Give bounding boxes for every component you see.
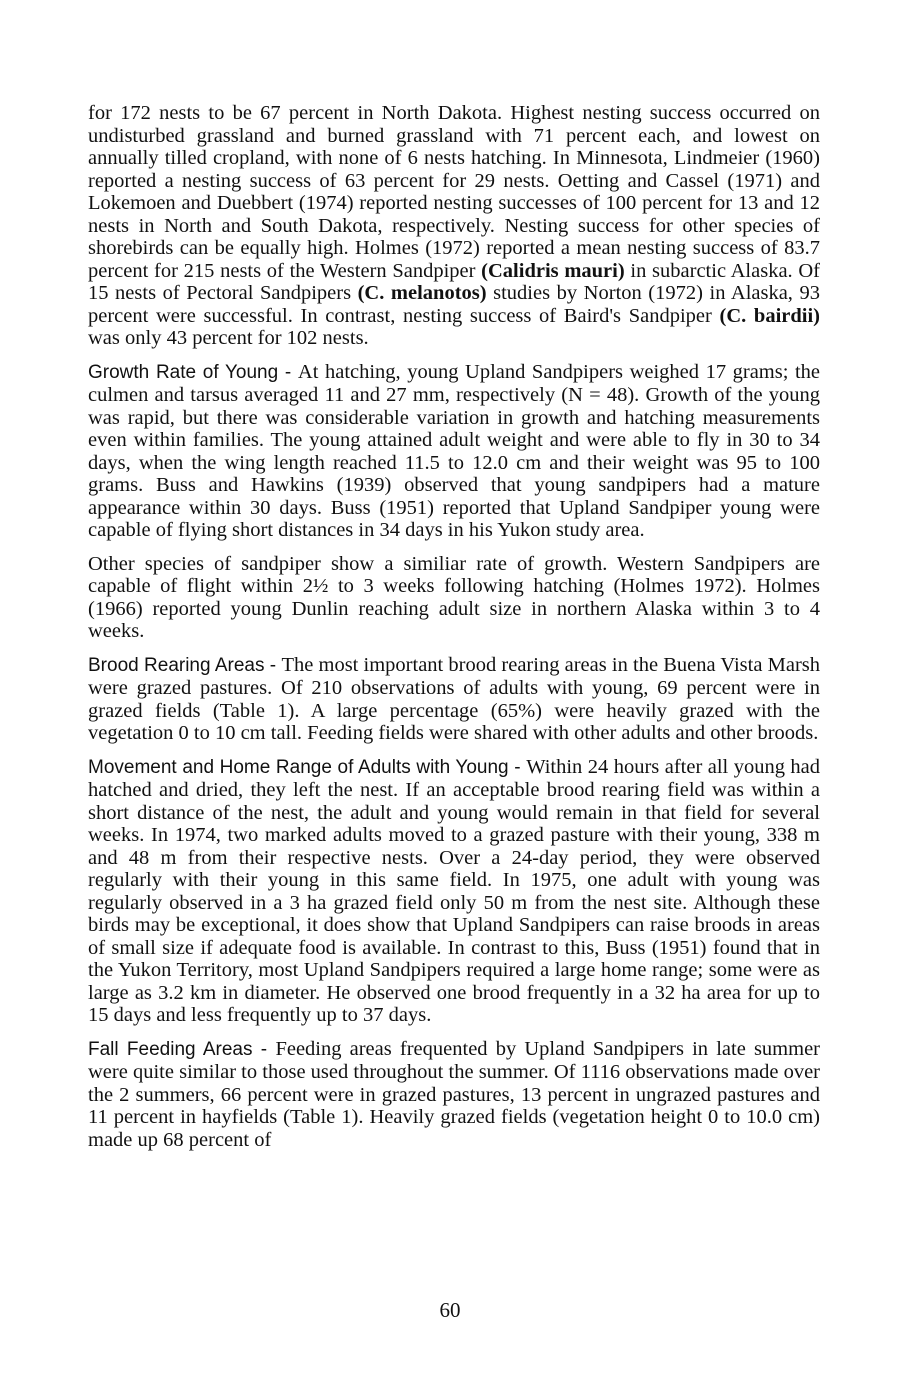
paragraph-fall-feeding (88, 1038, 820, 1152)
paragraph-text: Other species of sandpiper show a similiar rate of growth. Western Sandpipers are capable of flight within 2½ to 3 weeks following hatching (Holmes 1972). Holmes (1966) reported young Dunlin reaching adult size in northern Alaska within 3 to 4 weeks. (88, 552, 820, 642)
paragraph-text: The most important brood rearing areas in the Buena Vista Marsh were grazed pastures. Of 210 observations of adults with young, 69 percent were in grazed fields (Table 1). A large percentage (65%) were heavily grazed with the vegetation 0 to 10 cm tall. Feeding fields were shared with other adults and other broods. (88, 653, 820, 744)
paragraph-text: Within 24 hours after all young had hatched and dried, they left the nest. If an acceptable brood rearing field was within a short distance of the nest, the adult and young would remain in that field for several weeks. In 1974, two marked adults moved to a grazed pasture with their young, 338 m and 48 m from their respective nests. Over a 24-day period, they were observed regularly with their young in this same field. In 1975, one adult with young was regularly observed in a 3 ha grazed field only 50 m from the nest site. Although these birds may be exceptional, it does show that Upland Sandpipers can raise broods in areas of small size if adequate food is available. In contrast to this, Buss (1951) found that in the Yukon Territory, most Upland Sandpipers required a large home range; some were as large as 3.2 km in diameter. He observed one brood frequently in a 32 ha area for up to 15 days and less frequently up to 37 days. (88, 755, 821, 1026)
paragraph-brood-rearing (88, 654, 820, 745)
paragraph-growth-rate (88, 361, 820, 542)
section-heading: Growth Rate of Young - (88, 361, 298, 383)
section-heading: Brood Rearing Areas - (88, 654, 282, 676)
species-name: (Calidris mauri) (481, 259, 625, 282)
text: was only 43 percent for 102 nests. (88, 327, 369, 349)
section-heading: Movement and Home Range of Adults with Young - (88, 756, 527, 778)
species-name: (C. bairdii) (719, 304, 820, 327)
text: in subarctic Alaska. Of 15 nests of Pectoral Sandpipers (88, 259, 821, 304)
page-number: 60 (439, 1298, 461, 1322)
text: for 172 nests to be 67 percent in North Dakota. Highest nesting success occurred on undisturbed grassland and burned grassland with 71 percent each, and lowest on annually tilled cropland, with none of 6 nests hatching. In Minnesota, Lindmeier (1960) reported a nesting success of 63 percent for 29 nests. Oetting and Cassel (1971) and Lokemoen and Duebbert (1974) reported nesting successes of 100 percent for 13 and 12 nests in North and South Dakota, respectively. Nesting success for other species of shorebirds can be equally high. Holmes (1972) reported a mean nesting success of 83.7 percent for 215 nests of the Western Sandpiper (88, 102, 820, 282)
section-heading: Fall Feeding Areas - (88, 1038, 276, 1060)
paragraph-nesting-success (88, 102, 820, 350)
text: studies by Norton (1972) in Alaska, 93 percent were successful. In contrast, nesting success of Baird's Sandpiper (88, 282, 820, 327)
paragraph-home-range (88, 756, 820, 1027)
page-body (88, 102, 820, 1162)
paragraph-text: Feeding areas frequented by Upland Sandpipers in late summer were quite similar to those used throughout the summer. Of 1116 observations made over the 2 summers, 66 percent were in grazed pastures, 13 percent in ungrazed pastures and 11 percent in hayfields (Table 1). Heavily grazed fields (vegetation height 0 to 10.0 cm) made up 68 percent of (88, 1037, 820, 1151)
paragraph-other-species (88, 553, 820, 643)
paragraph-text: At hatching, young Upland Sandpipers weighed 17 grams; the culmen and tarsus averaged 11 and 27 mm, respectively (N = 48). Growth of the young was rapid, but there was considerable variation in growth and hatching measurements even within families. The young attained adult weight and were able to fly in 30 to 34 days, when the wing length reached 11.5 to 12.0 cm and their weight was 95 to 100 grams. Buss and Hawkins (1939) observed that young sandpipers had a mature appearance within 30 days. Buss (1951) reported that Upland Sandpiper young were capable of flying short distances in 34 days in his Yukon study area. (88, 360, 821, 541)
species-name: (C. melanotos) (357, 282, 487, 304)
